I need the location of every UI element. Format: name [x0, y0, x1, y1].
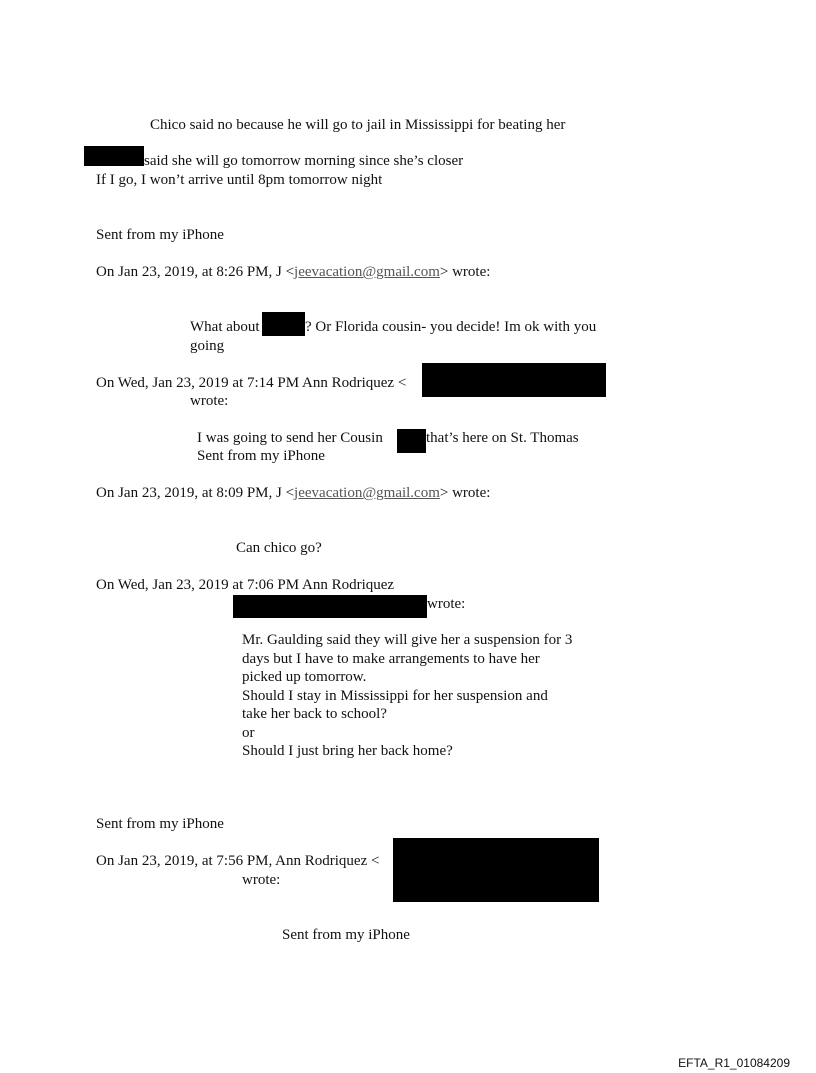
- quoted-line: Mr. Gaulding said they will give her a suspension for 3: [242, 632, 573, 648]
- quoted-line: Should I just bring her back home?: [242, 743, 453, 759]
- quoted-line: or: [242, 725, 255, 741]
- quoted-line: [190, 318, 260, 336]
- signature: Sent from my iPhone: [282, 927, 410, 943]
- reply-header: [96, 484, 490, 502]
- quoted-line: take her back to school?: [242, 706, 387, 722]
- quoted-line: Can chico go?: [236, 540, 322, 556]
- quoted-line: Sent from my iPhone: [197, 448, 325, 464]
- redaction-box: [233, 595, 427, 618]
- quoted-line: I was going to send her Cousin: [197, 430, 383, 446]
- header-text: > wrote:: [439, 264, 491, 280]
- reply-header: wrote:: [427, 596, 466, 612]
- header-text: On Jan 23, 2019, at 8:26 PM, J <: [96, 264, 295, 280]
- redaction-box: [393, 838, 599, 902]
- reply-header: On Wed, Jan 23, 2019 at 7:06 PM Ann Rodriquez: [96, 577, 395, 593]
- redaction-box: [397, 429, 426, 453]
- email-link[interactable]: jeevacation@gmail.com: [294, 485, 440, 501]
- header-text: > wrote:: [439, 485, 491, 501]
- signature: Sent from my iPhone: [96, 227, 224, 243]
- reply-header: wrote:: [190, 393, 229, 409]
- reply-header: [96, 263, 490, 281]
- reply-header: On Wed, Jan 23, 2019 at 7:14 PM Ann Rodriquez <: [96, 375, 407, 391]
- signature: Sent from my iPhone: [96, 816, 224, 832]
- email-link[interactable]: jeevacation@gmail.com: [294, 264, 440, 280]
- reply-header: On Jan 23, 2019, at 7:56 PM, Ann Rodriquez <: [96, 853, 380, 869]
- quoted-line: days but I have to make arrangements to have her: [242, 651, 540, 667]
- message-line: If I go, I won’t arrive until 8pm tomorrow night: [96, 172, 383, 188]
- redaction-box: [262, 312, 305, 336]
- quoted-line: picked up tomorrow.: [242, 669, 367, 685]
- quoted-line: that’s here on St. Thomas: [426, 430, 579, 446]
- header-text: On Jan 23, 2019, at 8:09 PM, J <: [96, 485, 295, 501]
- message-line: said she will go tomorrow morning since she’s closer: [144, 153, 464, 169]
- quoted-line: ? Or Florida cousin- you decide! Im ok with you: [305, 319, 597, 335]
- redaction-box: [84, 146, 144, 166]
- document-id-footer: EFTA_R1_01084209: [678, 1056, 790, 1070]
- message-line: Chico said no because he will go to jail in Mississippi for beating her: [150, 117, 566, 133]
- quoted-line: going: [190, 338, 225, 354]
- redaction-box: [422, 363, 606, 397]
- quoted-text: What about: [190, 319, 260, 335]
- quoted-line: Should I stay in Mississippi for her suspension and: [242, 688, 548, 704]
- reply-header: wrote:: [242, 872, 281, 888]
